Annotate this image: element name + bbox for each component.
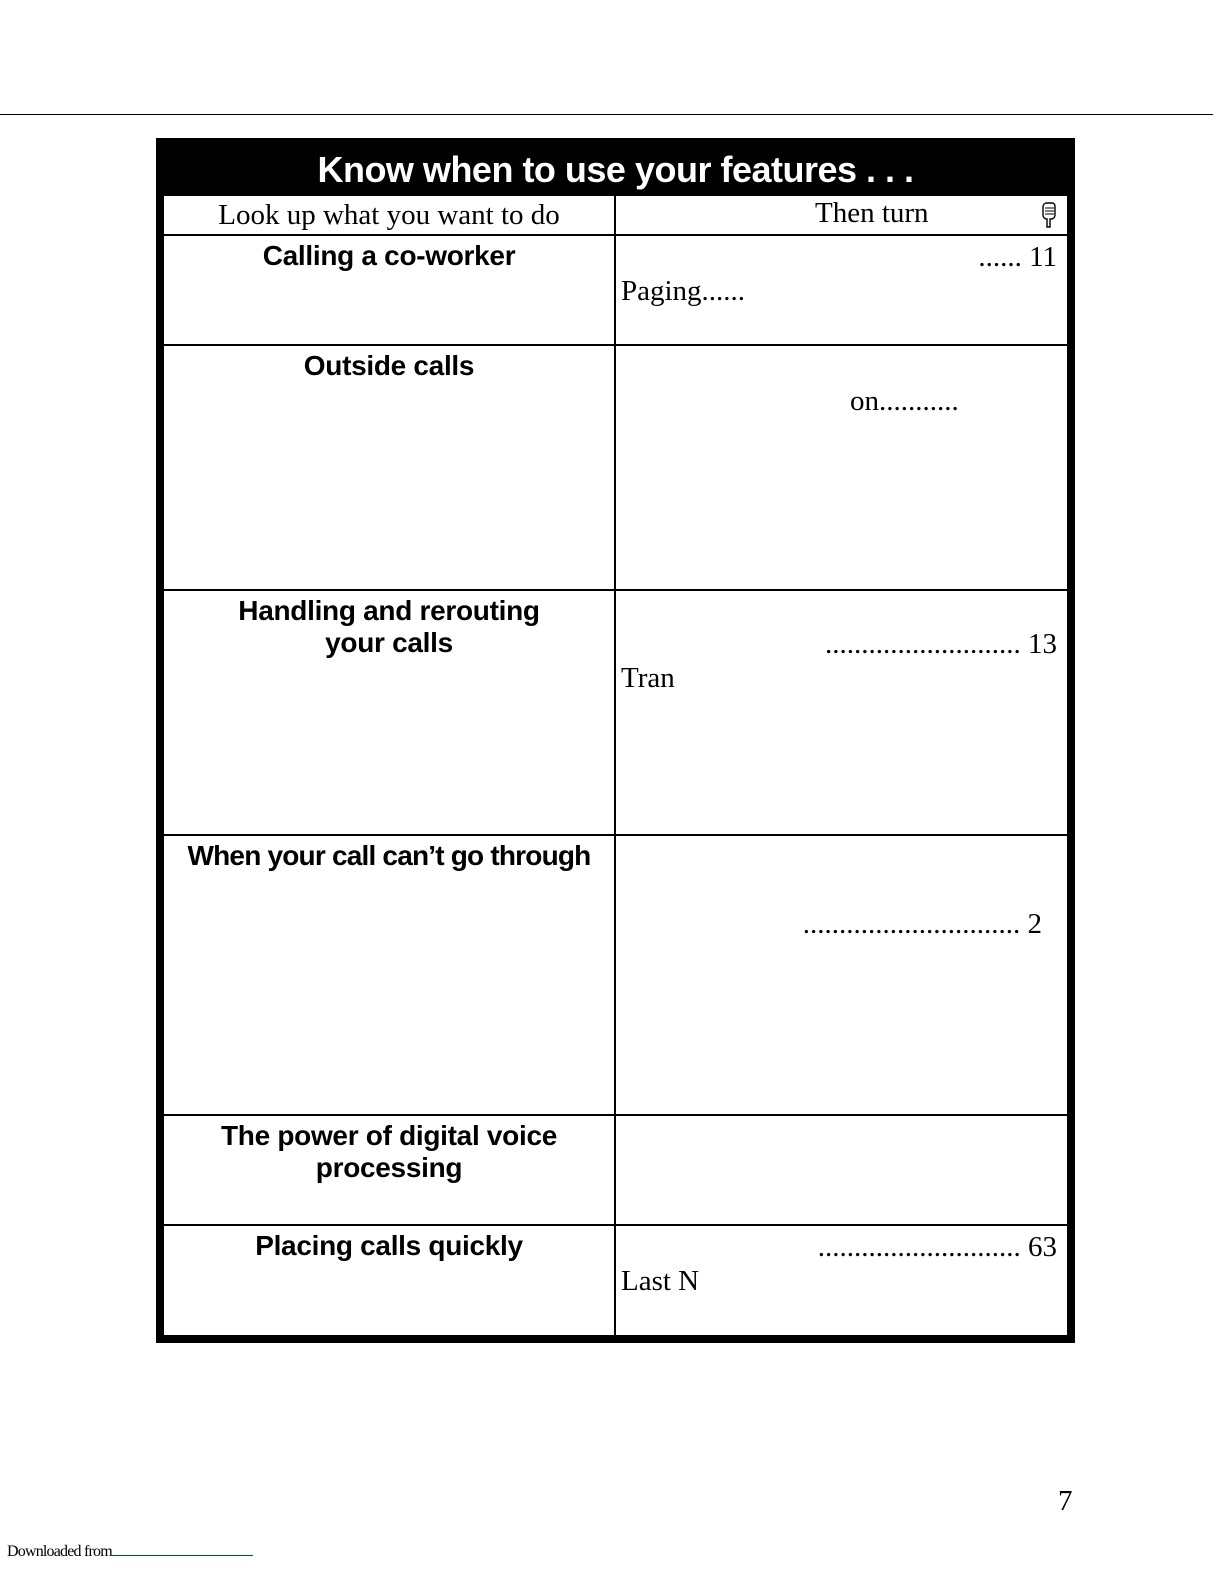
- table-title: Know when to use your features . . .: [317, 149, 914, 190]
- pointing-hand-icon: [1040, 201, 1060, 229]
- page-number: 7: [1058, 1485, 1073, 1517]
- topic-label: When your call can’t go through: [187, 840, 591, 871]
- topic-cell: [164, 1116, 614, 1224]
- page-reference: .............................. 2: [802, 908, 1042, 940]
- reference-cell: [616, 591, 1067, 834]
- topic-label-line: Handling and rerouting: [238, 595, 540, 626]
- header-right-label: Then turn: [815, 197, 929, 229]
- topic-label: [164, 1120, 614, 1184]
- topic-label: Placing calls quickly: [255, 1230, 523, 1261]
- footer-link[interactable]: [112, 1540, 253, 1556]
- header-rule: [0, 114, 1213, 115]
- topic-label: Outside calls: [303, 350, 475, 381]
- topic-label: [164, 595, 614, 659]
- topic-label: Calling a co-worker: [262, 240, 516, 271]
- footer: [7, 1540, 253, 1562]
- page-reference: Paging......: [621, 275, 746, 307]
- topic-cell: [164, 591, 614, 834]
- topic-label-line: The power of digital voice: [220, 1120, 558, 1151]
- header-left-cell: [164, 196, 614, 234]
- page-reference: ...... 11: [978, 241, 1057, 273]
- page-reference: on...........: [850, 385, 959, 417]
- table-title-bar: [156, 138, 1075, 194]
- header-left-label: Look up what you want to do: [218, 199, 560, 231]
- page-reference: Tran: [621, 662, 675, 694]
- reference-cell: [616, 836, 1067, 1114]
- footer-text: Downloaded from: [7, 1543, 112, 1560]
- page-reference: ........................... 13: [825, 628, 1057, 660]
- reference-cell: [616, 236, 1067, 344]
- header-right-cell: [616, 196, 1067, 234]
- features-table: [156, 138, 1075, 1343]
- reference-cell: [616, 1116, 1067, 1224]
- topic-cell: [164, 1226, 614, 1335]
- reference-cell: [616, 346, 1067, 589]
- topic-cell: [164, 346, 614, 589]
- topic-cell: [164, 836, 614, 1114]
- page-reference: Last N: [621, 1265, 700, 1297]
- topic-label-line: your calls: [325, 627, 453, 658]
- page-reference: ............................ 63: [817, 1231, 1057, 1263]
- topic-cell: [164, 236, 614, 344]
- reference-cell: [616, 1226, 1067, 1335]
- topic-label-line: processing: [315, 1152, 463, 1183]
